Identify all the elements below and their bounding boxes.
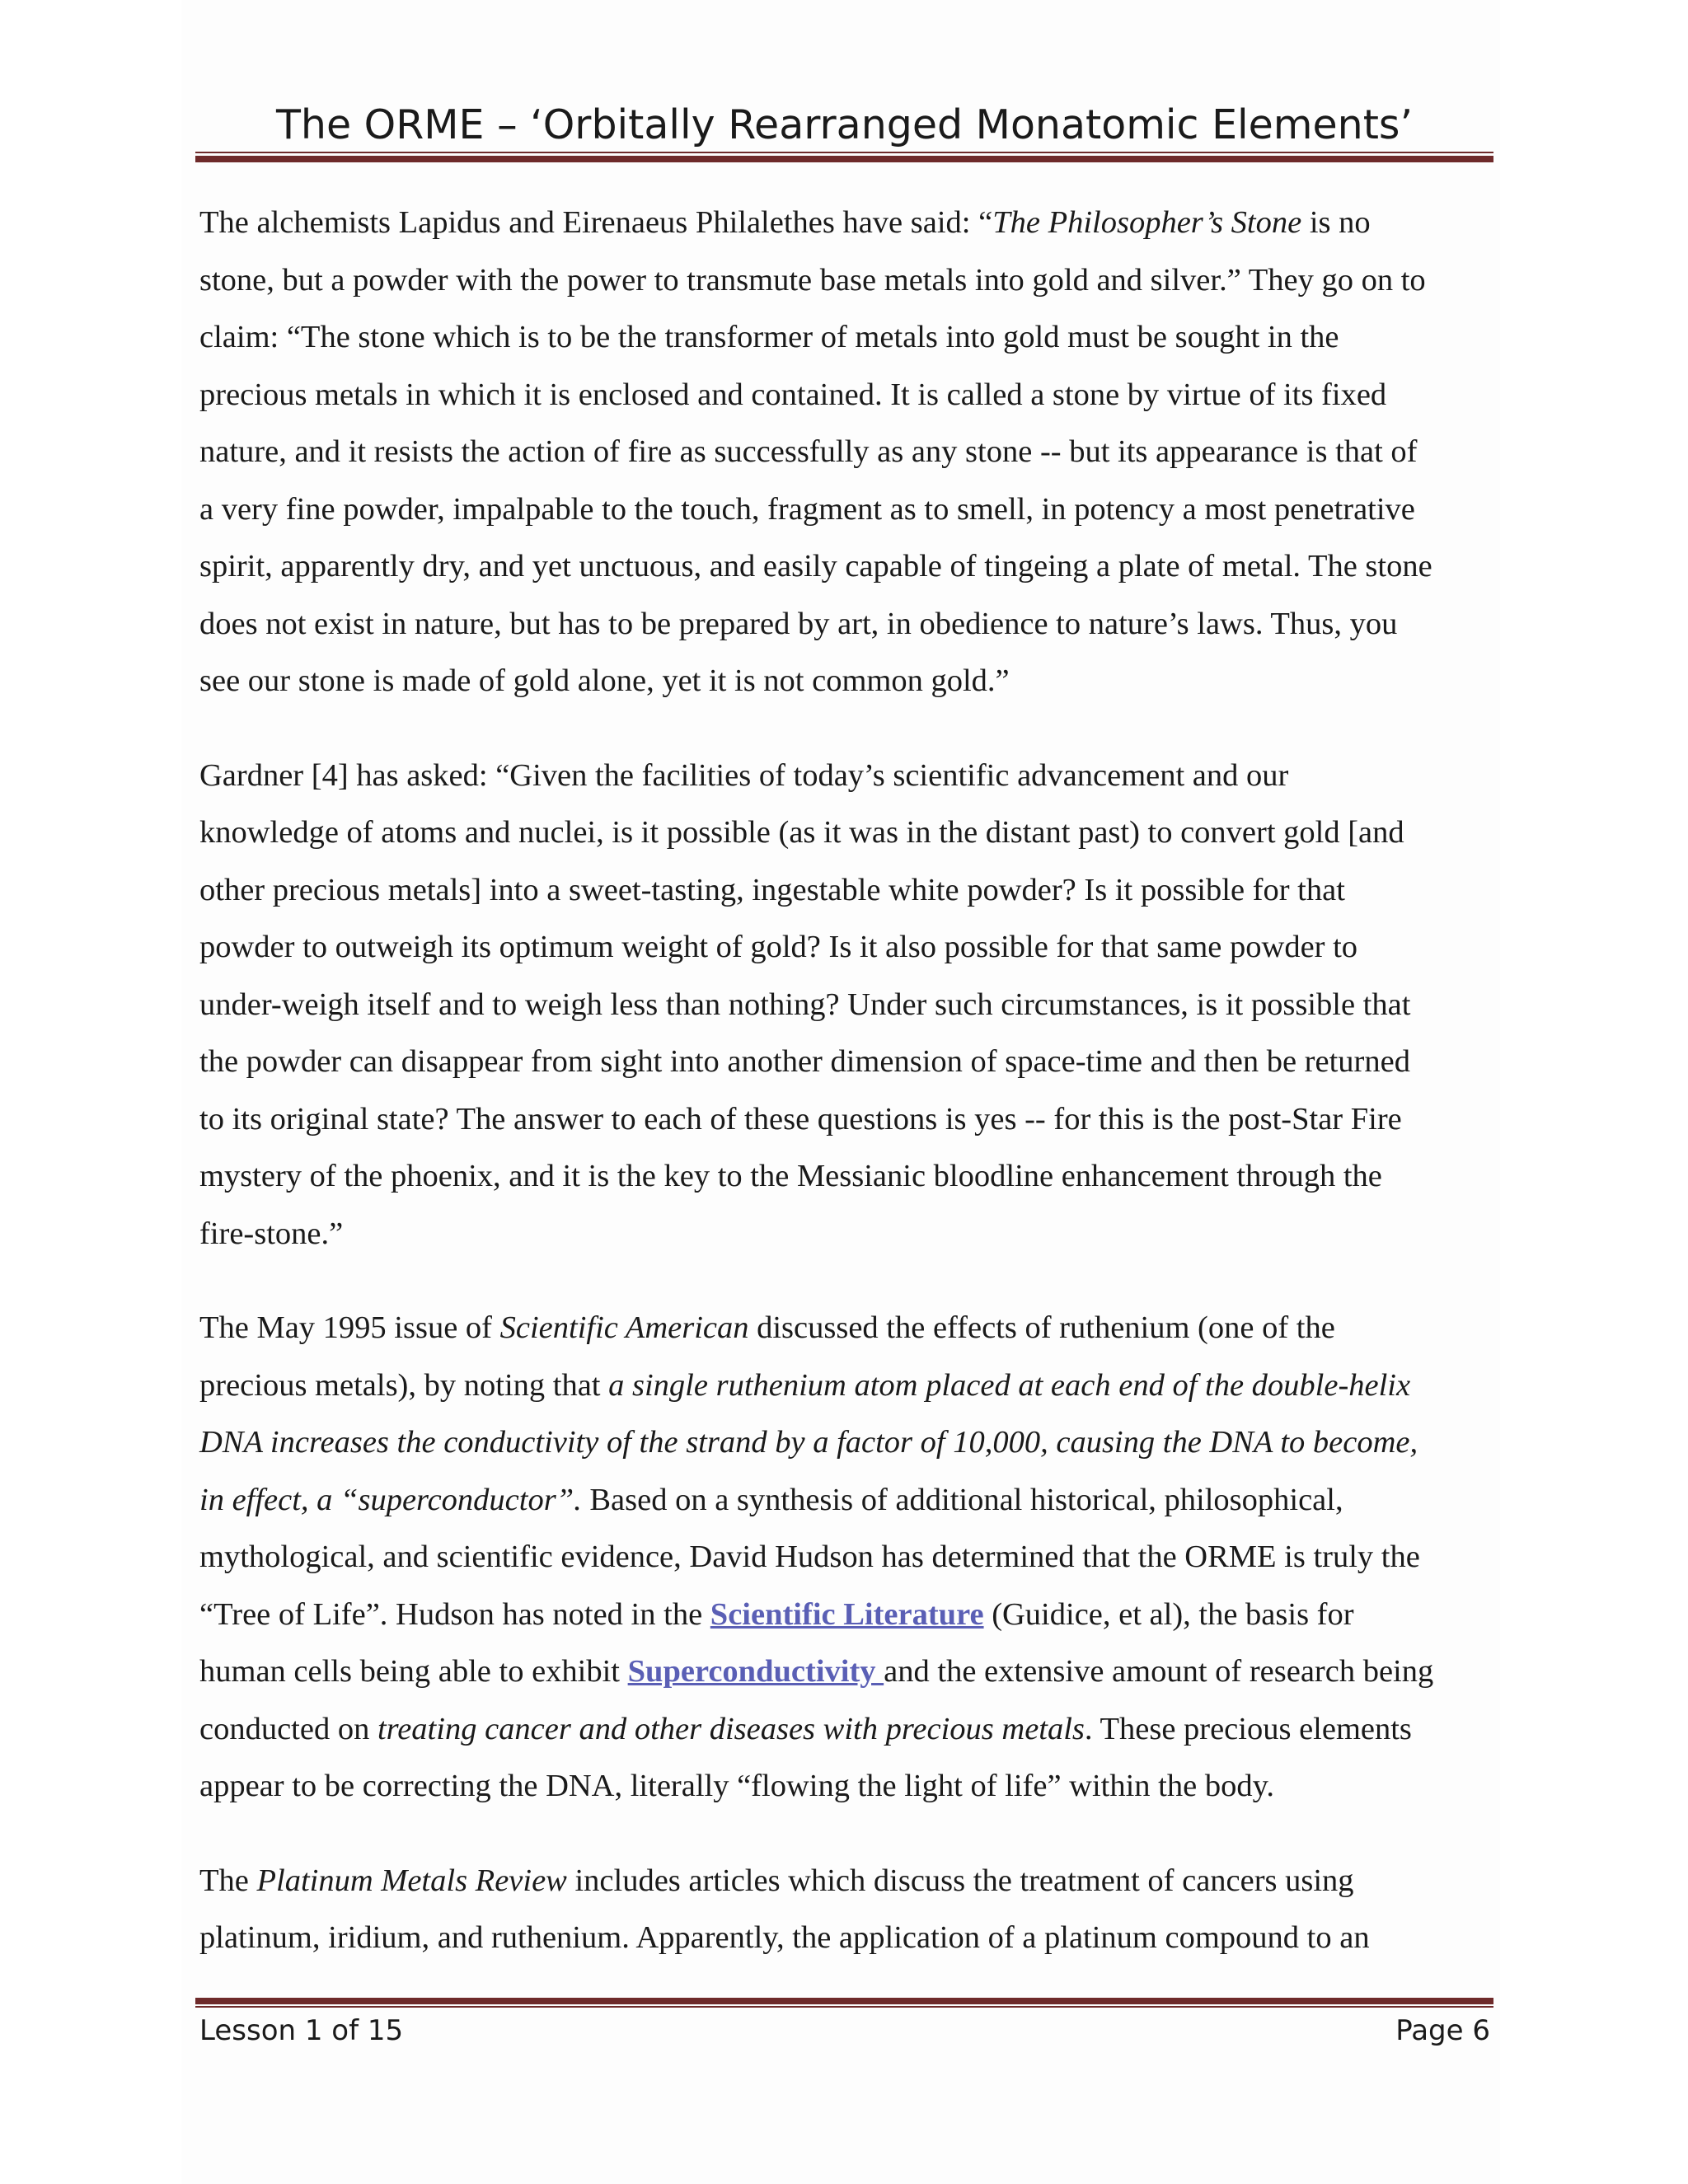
text-run: nature, and it resists the action of fire as successfully as any stone -- but its appearance is that of (199, 434, 1418, 469)
text-line (199, 977, 1500, 1034)
text-run: Gardner [4] has asked: “Given the facilities of today’s scientific advancement and our (199, 757, 1289, 793)
text-line (199, 1472, 1500, 1530)
text-run: Based on a synthesis of additional historical, philosophical, (581, 1482, 1343, 1517)
text-run: under-weigh itself and to weigh less than nothing? Under such circumstances, is it possible that (199, 987, 1411, 1022)
text-run: The (199, 1863, 257, 1898)
italic-text: The Philosopher’s Stone (992, 205, 1302, 240)
text-line (199, 1529, 1500, 1586)
paragraph (199, 748, 1500, 1263)
hyperlink-superconductivity[interactable]: Superconductivity (627, 1654, 884, 1689)
text-run: and the extensive amount of research being (884, 1654, 1434, 1689)
footer-rule (195, 1998, 1493, 2004)
text-line (199, 1586, 1500, 1644)
text-line (199, 538, 1500, 596)
text-line (199, 862, 1500, 920)
text-run: the powder can disappear from sight into another dimension of space-time and then be returned (199, 1044, 1410, 1079)
text-line (199, 1091, 1500, 1149)
text-line (199, 1853, 1500, 1910)
text-run: see our stone is made of gold alone, yet it is not common gold.” (199, 663, 1010, 698)
text-line (199, 919, 1500, 977)
text-line (199, 1206, 1500, 1263)
text-line (199, 596, 1500, 654)
text-run: includes articles which discuss the treatment of cancers using (566, 1863, 1354, 1898)
text-line (199, 309, 1500, 367)
text-run: discussed the effects of ruthenium (one of the (748, 1310, 1335, 1345)
footer-rule-thin (195, 2006, 1493, 2008)
text-run: knowledge of atoms and nuclei, is it possible (as it was in the distant past) to convert gold [and (199, 815, 1404, 850)
italic-text: Platinum Metals Review (256, 1863, 567, 1898)
text-line (199, 1300, 1500, 1357)
text-line (199, 252, 1500, 310)
text-line (199, 1414, 1500, 1472)
text-run: powder to outweigh its optimum weight of gold? Is it also possible for that same powder to (199, 930, 1358, 964)
footer-page-number: Page 6 (1395, 2014, 1490, 2047)
text-run: precious metals), by noting that (199, 1367, 609, 1403)
text-run: “Tree of Life”. Hudson has noted in the (199, 1596, 710, 1632)
text-run: platinum, iridium, and ruthenium. Apparently, the application of a platinum compound to an (199, 1920, 1370, 1955)
text-run: to its original state? The answer to each of these questions is yes -- for this is the post-Star Fire (199, 1101, 1402, 1137)
text-run: precious metals in which it is enclosed and contained. It is called a stone by virtue of its fixed (199, 377, 1387, 412)
text-run: stone, but a powder with the power to transmute base metals into gold and silver.” They go on to (199, 262, 1426, 298)
text-run: The May 1995 issue of (199, 1310, 500, 1345)
text-run: . These precious elements (1084, 1711, 1412, 1746)
text-line (199, 653, 1500, 710)
text-run: human cells being able to exhibit (199, 1654, 628, 1689)
hyperlink-scientific-literature[interactable]: Scientific Literature (710, 1596, 984, 1632)
body-text (199, 194, 1500, 1967)
header-rule (195, 156, 1493, 162)
header-rule-thin (195, 152, 1493, 153)
text-run: spirit, apparently dry, and yet unctuous, and easily capable of tingeing a plate of metal. The stone (199, 549, 1432, 583)
text-run: a very fine powder, impalpable to the touch, fragment as to smell, in potency a most penetrative (199, 491, 1415, 527)
italic-text: treating cancer and other diseases with precious metals (377, 1711, 1085, 1746)
paragraph (199, 194, 1500, 710)
text-line (199, 481, 1500, 539)
text-line (199, 367, 1500, 424)
text-run: mythological, and scientific evidence, David Hudson has determined that the ORME is truly the (199, 1540, 1420, 1574)
text-line (199, 1910, 1500, 1967)
paragraph (199, 1300, 1500, 1816)
italic-text: Scientific American (499, 1310, 749, 1345)
text-line (199, 748, 1500, 805)
text-line (199, 194, 1500, 252)
text-run: The alchemists Lapidus and Eirenaeus Philalethes have said: “ (199, 205, 993, 240)
text-line (199, 1643, 1500, 1701)
text-run: appear to be correcting the DNA, literally “flowing the light of life” within the body. (199, 1769, 1274, 1803)
text-run: fire-stone.” (199, 1216, 344, 1251)
text-line (199, 1758, 1500, 1816)
paragraph (199, 1853, 1500, 1967)
text-line (199, 1148, 1500, 1206)
text-run: mystery of the phoenix, and it is the key to the Messianic bloodline enhancement through the (199, 1159, 1382, 1193)
italic-text: in effect, a “superconductor”. (199, 1482, 582, 1517)
italic-text: DNA increases the conductivity of the strand by a factor of 10,000, causing the DNA to become, (199, 1425, 1418, 1460)
text-run: (Guidice, et al), the basis for (983, 1596, 1354, 1632)
text-run: claim: “The stone which is to be the transformer of metals into gold must be sought in the (199, 320, 1339, 354)
text-run: conducted on (199, 1711, 377, 1746)
footer-lesson: Lesson 1 of 15 (199, 2014, 404, 2047)
text-line (199, 1357, 1500, 1415)
page-header-title: The ORME – ‘Orbitally Rearranged Monatomic Elements’ (275, 101, 1414, 148)
text-run: other precious metals] into a sweet-tasting, ingestable white powder? Is it possible for that (199, 872, 1345, 907)
text-line (199, 1701, 1500, 1759)
text-line (199, 1033, 1500, 1091)
text-run: is no (1301, 205, 1371, 240)
italic-text: a single ruthenium atom placed at each end of the double-helix (608, 1367, 1411, 1403)
text-line (199, 424, 1500, 481)
text-run: does not exist in nature, but has to be prepared by art, in obedience to nature’s laws. Thus, you (199, 606, 1398, 641)
text-line (199, 804, 1500, 862)
